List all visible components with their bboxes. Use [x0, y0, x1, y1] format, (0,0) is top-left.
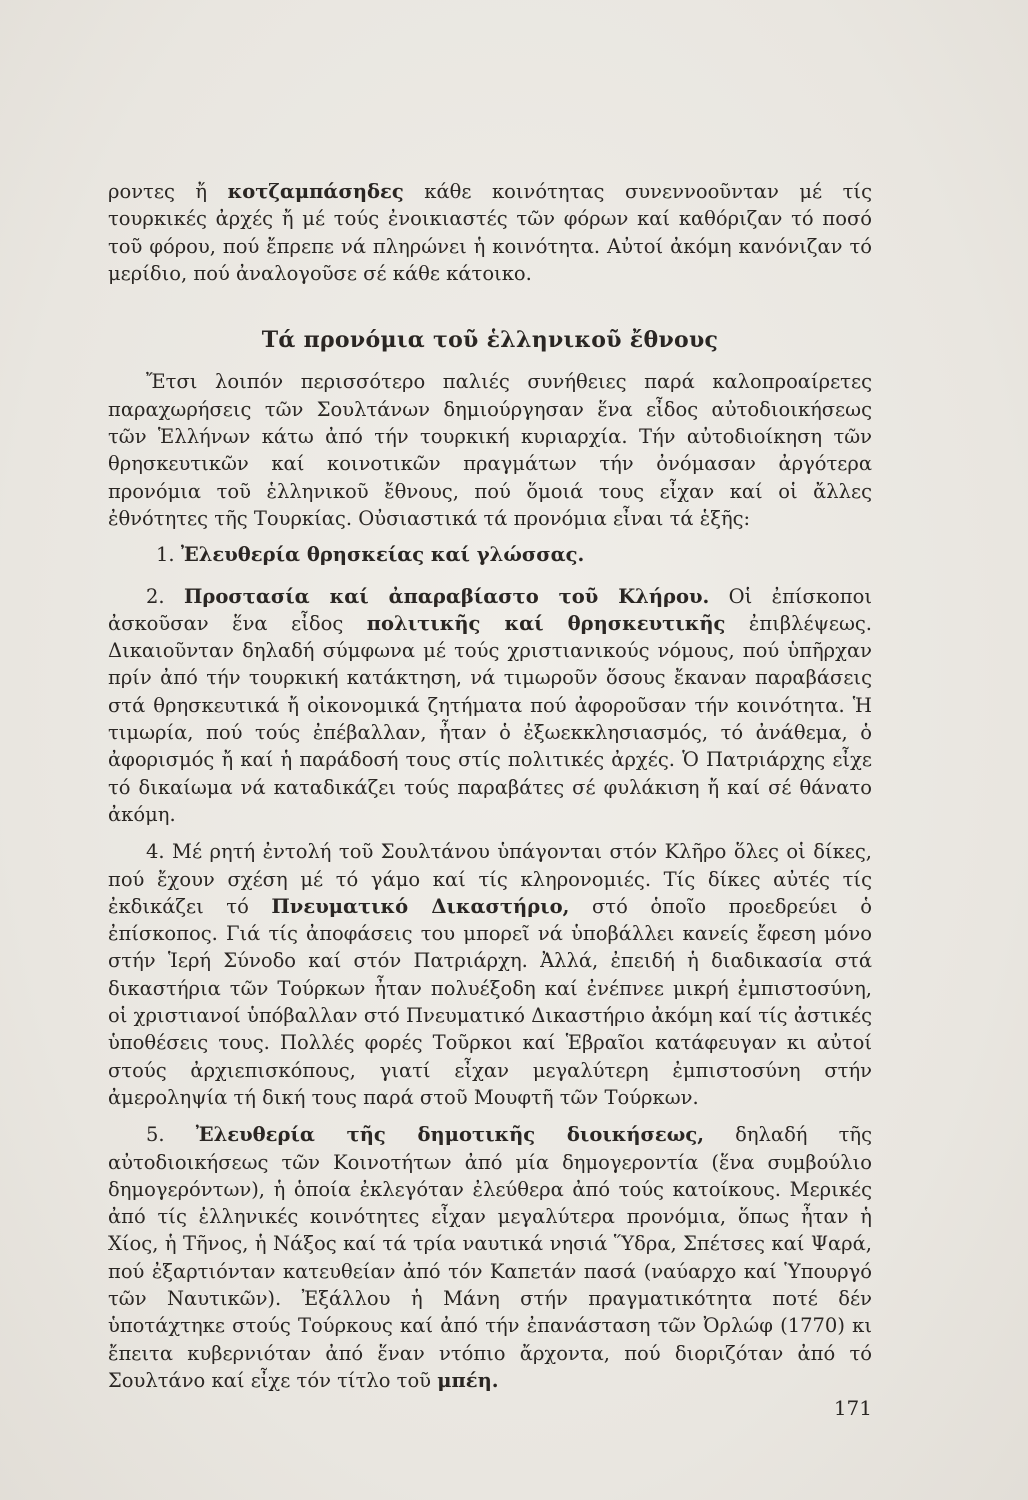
- text-run: δηλαδή τῆς αὐτοδιοικήσεως τῶν Κοινοτήτων ἀπό μία δημογεροντία (ἕνα συμβούλιο δημογερόντων), ἡ ὁποία ἐκλεγόταν ἐλεύθερα ἀπό τούς κατοίκους. Μερικές ἀπό τίς ἑλληνικές κοινότητες εἶχαν μεγαλύτερα προνόμια, ὅπως ἦταν ἡ Χίος, ἡ Τῆνος, ἡ Νάξος καί τά τρία ναυτικά νησιά Ὕδρα, Σπέτσες καί Ψαρά, πού ἐξαρτιόνταν κατευθείαν ἀπό τόν Καπετάν πασά (ναύαρχο καί Ὑπουργό τῶν Ναυτικῶν). Ἐξάλλου ἡ Μάνη στήν πραγματικότητα ποτέ δέν ὑποτάχτηκε στούς Τούρκους καί ἀπό τήν ἐπανάσταση τῶν Ὀρλώφ (1770) κι ἔπειτα κυβερνιόταν ἀπό ἕναν ντόπιο ἄρχοντα, πού διοριζόταν ἀπό τό Σουλτάνο καί εἶχε τόν τίτλο τοῦ: [108, 1123, 872, 1392]
- page-body: [108, 178, 872, 1394]
- list-item-4: [108, 838, 872, 1111]
- item-number: 5.: [146, 1123, 196, 1147]
- section-heading: Τά προνόμια τοῦ ἑλληνικοῦ ἔθνους: [261, 327, 719, 354]
- text-run: στό ὁποῖο προεδρεύει ὁ ἐπίσκοπος. Γιά τίς ἀποφάσεις του μπορεῖ νά ὑποβάλλει κανείς ἔφεση μόνο στήν Ἱερή Σύνοδο καί στόν Πατριάρχη. Ἀλλά, ἐπειδή ἡ διαδικασία στά δικαστήρια τῶν Τούρκων ἦταν πολυέξοδη καί ἐνέπνεε μικρή ἐμπιστοσύνη, οἱ χριστιανοί ὑπόβαλλαν στό Πνευματικό Δικαστήριο ἀκόμη καί τίς ἀστικές ὑποθέσεις τους. Πολλές φορές Τοῦρκοι καί Ἑβραῖοι κατάφευγαν κι αὐτοί στούς ἀρχιεπισκόπους, γιατί εἶχαν μεγαλύτερη ἐμπιστοσύνη στήν ἀμεροληψία τή δική τους παρά στοῦ Μουφτῆ τῶν Τούρκων.: [108, 894, 872, 1109]
- text-run: κάθε κοινότητας συνεννοοῦνταν μέ τίς τουρκικές ἀρχές ἤ μέ τούς ἐνοικιαστές τῶν φόρων καί καθόριζαν τό ποσό τοῦ φόρου, πού ἔπρεπε νά πληρώνει ἡ κοινότητα. Αὐτοί ἀκόμη κανόνιζαν τό μερίδιο, πού ἀναλογοῦσε σέ κάθε κάτοικο.: [108, 180, 872, 285]
- bold-term: μπέη.: [437, 1368, 499, 1392]
- list-item-5: [108, 1121, 872, 1394]
- text-run: ἐπιβλέψεως. Δικαιοῦνταν δηλαδή σύμφωνα μέ τούς χριστιανικούς νόμους, πού ὑπῆρχαν πρίν ἀπό τήν τουρκική κατάκτηση, νά τιμωροῦν ὅσους ἔκαναν παραβάσεις στά θρησκευτικά ἤ οἰκονομικά ζητήματα πού ἀφοροῦσαν τήν κοινότητα. Ἡ τιμωρία, πού τούς ἐπέβαλλαν, ἦταν ὁ ἐξωεκκλησιασμός, τό ἀνάθεμα, ὁ ἀφορισμός ἤ καί ἡ παράδοσή τους στίς πολιτικές ἀρχές. Ὁ Πατριάρχης εἶχε τό δικαίωμα νά καταδικάζει τούς παραβάτες σέ φυλάκιση ἤ καί σέ θάνατο ἀκόμη.: [108, 611, 873, 826]
- paragraph-intro: [108, 178, 872, 287]
- text-run: 4. Μέ ρητή ἐντολή τοῦ Σουλτάνου ὑπάγονται στόν Κλῆρο ὅλες οἱ δίκες, πού ἔχουν σχέση μέ τό γάμο καί τίς κληρονομιές. Τίς δίκες αὐτές τίς ἐκδικάζει τό: [108, 840, 872, 918]
- item-number: 2.: [146, 584, 184, 608]
- bold-term: Ἐλευθερία θρησκείας καί γλώσσας.: [180, 543, 585, 567]
- bold-term: κοτζαμπάσηδες: [227, 180, 404, 203]
- bold-term: Πνευματικό Δικαστήριο,: [271, 894, 570, 918]
- item-number: 1.: [156, 543, 181, 567]
- bold-term: Προστασία καί ἀπαραβίαστο τοῦ Κλήρου.: [183, 584, 710, 608]
- text-run: Οἱ ἐπίσκοποι ἀσκοῦσαν ἕνα εἶδος: [108, 584, 872, 635]
- text-run: ροντες ἤ: [108, 180, 228, 203]
- list-item-2: [108, 583, 872, 829]
- bold-term: Ἐλευθερία τῆς δημοτικῆς διοικήσεως,: [195, 1123, 705, 1147]
- bold-term: πολιτικῆς καί θρησκευτικῆς: [366, 611, 726, 635]
- page-number: 171: [833, 1396, 872, 1420]
- paragraph-privileges: Ἔτσι λοιπόν περισσότερο παλιές συνήθειες παρά καλοπροαίρετες παραχωρήσεις τῶν Σουλτάνων δημιούργησαν ἕνα εἶδος αὐτοδιοικήσεως τῶν Ἑλλήνων κάτω ἀπό τήν τουρκική κυριαρχία. Τήν αὐτοδιοίκηση τῶν θρησκευτικῶν καί κοινοτικῶν πραγμάτων τήν ὀνόμασαν ἀργότερα προνόμια τοῦ ἑλληνικοῦ ἔθνους, πού ὅμοιά τους εἶχαν καί οἱ ἄλλες ἐθνότητες τῆς Τουρκίας. Οὐσιαστικά τά προνόμια εἶναι τά ἑξῆς:: [108, 370, 872, 530]
- list-item-1: [108, 541, 872, 568]
